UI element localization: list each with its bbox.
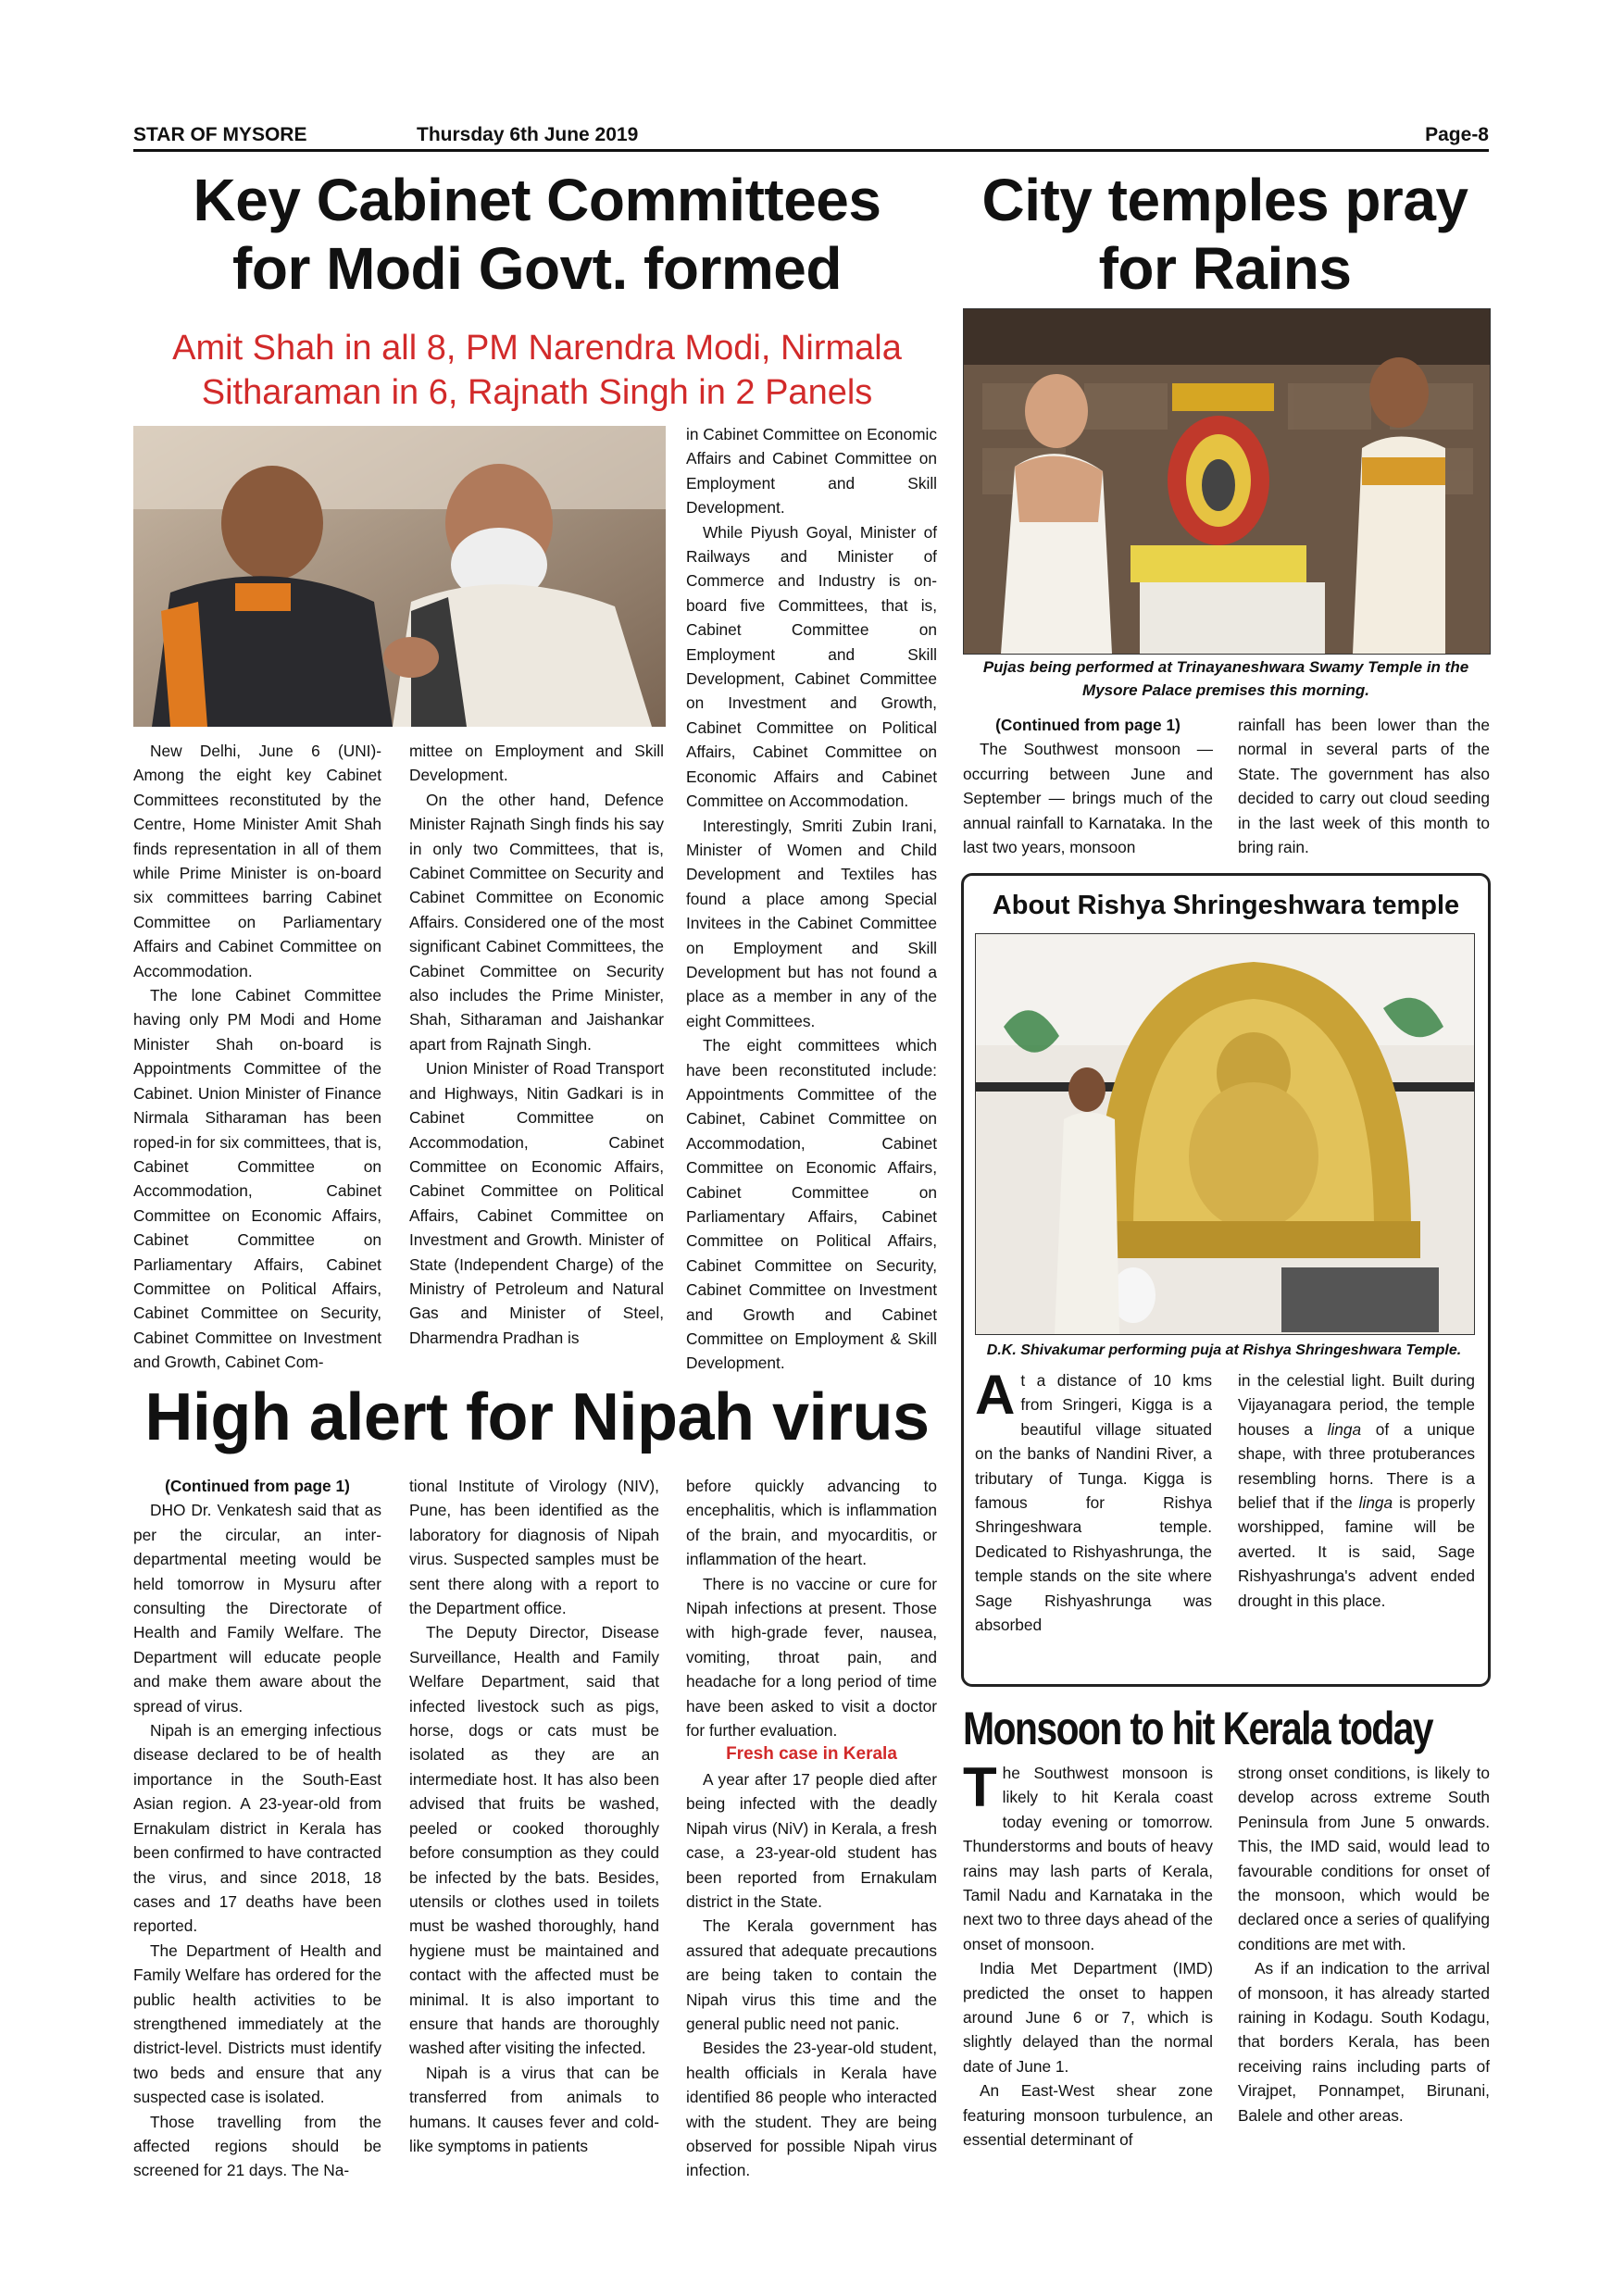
nipah-column-1 — [133, 1474, 381, 2183]
cabinet-headline — [130, 167, 944, 303]
rishya-title: About Rishya Shringeshwara temple — [992, 891, 1460, 920]
nipah-col1-para-1: DHO Dr. Venkatesh said that as per the circular, an inter-departmental meeting would be held tomorrow in Mysuru after consulting the Directorate of Health and Family Welfare. The Department will educate people and make them aware about the spread of virus. — [133, 1501, 381, 1716]
rishya-col1-text: t a distance of 10 kms from Sringeri, Kigga is a beautiful village situated on the banks of Nandini River, a tributary of Tunga. Kigga is famous for Rishya Shringeshwara temple. Dedicated to Rishyashrunga, the temple stands on the site where Sage Rishyashrunga was absorbed — [975, 1371, 1212, 1635]
nipah-subhead: Fresh case in Kerala — [726, 1744, 897, 1765]
cabinet-col3-para-1: in Cabinet Committee on Economic Affairs and Cabinet Committee on Employment and Skill Development. — [686, 425, 937, 518]
monsoon-col1-para-1: he Southwest monsoon is likely to hit Kerala coast today evening or tomorrow. Thunderstorms and bouts of heavy rains may lash parts of Kerala, Tamil Nadu and Karnataka in the next two to three days ahead of the onset of monsoon. — [963, 1764, 1213, 1953]
temples-col2-para-1: rainfall has been lower than the normal in several parts of the State. The government has also decided to carry out cloud seeding in the last week of this month to bring rain. — [1238, 716, 1490, 857]
rishya-col2-text-a: in the celestial light. Built during Vijayanagara period, the temple houses a — [1238, 1371, 1475, 1439]
temples-col1-para-1: The Southwest monsoon — occurring between June and September — brings much of the annual rainfall to Karnataka. In the last two years, monsoon — [963, 740, 1213, 857]
monsoon-headline: Monsoon to hit Kerala today — [963, 1703, 1432, 1754]
nipah-continued: (Continued from page 1) — [165, 1477, 350, 1495]
cabinet-col3-para-2: While Piyush Goyal, Minister of Railways and Minister of Commerce and Industry is on-board five Committees, that is, Cabinet Committee on Employment and Skill Development, Cabinet Committee on Investment and Growth, Cabinet Committee on Political Affairs, Cabinet Committee on Economic Affairs and Cabinet Committee on Accommodation. — [686, 522, 937, 811]
masthead-rule — [133, 149, 1489, 152]
monsoon-col1-para-3: An East-West shear zone featuring monsoon turbulence, an essential determinant of — [963, 2081, 1213, 2150]
cabinet-col3-para-3: Interestingly, Smriti Zubin Irani, Minister of Women and Child Development and Textiles has found a place among Special Invitees in the Cabinet Committee on Employment and Skill Development but has not found a place as a member in any of the eight Committees. — [686, 816, 937, 1030]
rishya-box — [961, 873, 1491, 1687]
cabinet-column-2 — [409, 739, 664, 1350]
temples-photo-caption: Pujas being performed at Trinayaneshwara Swamy Temple in the Mysore Palace premises this morning. — [982, 658, 1469, 699]
temples-headline-line1: City temples pray — [981, 167, 1468, 233]
rishya-photo-caption: D.K. Shivakumar performing puja at Rishya Shringeshwara Temple. — [986, 1342, 1462, 1358]
cabinet-subhead-line2: Sitharaman in 6, Rajnath Singh in 2 Panels — [201, 373, 873, 413]
nipah-col2-para-2: The Deputy Director, Disease Surveillance, Health and Family Welfare Department, said that infected livestock such as pigs, horse, dogs or cats must be isolated as they are an intermediate host. It has also been advised that fruits be washed, peeled or cooked thoroughly before consumption as they could be infected by the bats. Besides, utensils or clothes used in toilets must be washed thoroughly, hand hygiene must be maintained and contact with the affected must be minimal. It is also important to ensure that hands are thoroughly washed after visiting the infected. — [409, 1623, 659, 2058]
rishya-column-1 — [975, 1364, 1212, 1637]
rishya-col2-text-c: is properly worshipped, famine will be averted. It is said, Sage Rishyashrunga's advent ended drought in this place. — [1238, 1493, 1475, 1610]
temples-headline-line2: for Rains — [1098, 234, 1352, 302]
cabinet-headline-line2: for Modi Govt. formed — [232, 234, 842, 302]
monsoon-dropcap: T — [963, 1756, 997, 1818]
monsoon-col2-para-1: strong onset conditions, is likely to develop across extreme South Peninsula from June 5 onwards. This, the IMD said, would lead to favourable conditions for onset of the monsoon, which would be declared once a series of qualifying conditions are met with. — [1238, 1764, 1490, 1953]
nipah-col2-para-1: tional Institute of Virology (NIV), Pune, has been identified as the laboratory for diagnosis of Nipah virus. Suspected samples must be sent there along with a report to the Department office. — [409, 1477, 659, 1618]
cabinet-photo — [133, 426, 666, 727]
rishya-col2-linga-1: linga — [1327, 1419, 1362, 1439]
cabinet-column-3 — [686, 422, 937, 1376]
nipah-headline: High alert for Nipah virus — [144, 1380, 930, 1454]
cabinet-column-1 — [133, 739, 381, 1375]
monsoon-col1-para-2: India Met Department (IMD) predicted the onset to happen around June 6 or 7, which is slightly delayed than the normal date of June 1. — [963, 1959, 1213, 2076]
monsoon-col2-para-2: As if an indication to the arrival of monsoon, it has already started raining in Kodagu. South Kodagu, that borders Kerala, has been receiving rains including parts of Virajpet, Ponnampet, Birunani, Balele and other areas. — [1238, 1959, 1490, 2125]
rishya-column-2 — [1238, 1368, 1475, 1613]
nipah-col3-para-3: A year after 17 people died after being infected with the deadly Nipah virus (NiV) in Kerala, a fresh case, a 23-year-old student has been reported from Ernakulam district in the State. — [686, 1769, 937, 1911]
monsoon-column-1 — [963, 1756, 1213, 2152]
monsoon-column-2 — [1238, 1761, 1490, 2128]
cabinet-col1-para-2: The lone Cabinet Committee having only PM Modi and Home Minister Shah on-board is Appointments Committee of the Cabinet. Union Minister of Finance Nirmala Sitharaman has been roped-in for six committees, that is, Cabinet Committee on Accommodation, Cabinet Committee on Economic Affairs, Cabinet Committee on Parliamentary Affairs, Cabinet Committee on Political Affairs, Cabinet Committee on Security, Cabinet Committee on Investment and Growth, Cabinet Com- — [133, 986, 381, 1372]
cabinet-col2-para-1: mittee on Employment and Skill Development. — [409, 742, 664, 785]
temples-continued: (Continued from page 1) — [995, 716, 1181, 734]
rishya-photo — [975, 933, 1475, 1335]
nipah-col1-para-3: The Department of Health and Family Welfare has ordered for the public health activities to be strengthened immediately at the district-level. Districts must identify two beds and ensure that any suspected case is isolated. — [133, 1940, 381, 2107]
masthead-page: Page-8 — [1425, 124, 1489, 145]
nipah-col3-para-4: The Kerala government has assured that adequate precautions are being taken to contain the Nipah virus this time and the general public need not panic. — [686, 1916, 937, 2033]
cabinet-col3-para-4: The eight committees which have been reconstituted include: Appointments Committee of the Cabinet, Cabinet Committee on Accommodation, Cabinet Committee on Economic Affairs, Cabinet Committee on Parliamentary Affairs, Cabinet Committee on Political Affairs, Cabinet Committee on Security, Cabinet Committee on Investment and Growth and Cabinet Committee on Employment & Skill Development. — [686, 1036, 937, 1373]
cabinet-headline-line1: Key Cabinet Committees — [193, 167, 881, 233]
nipah-col2-para-3: Nipah is a virus that can be transferred from animals to humans. It causes fever and cold-like symptoms in patients — [409, 2063, 659, 2155]
cabinet-subhead — [130, 326, 944, 416]
rishya-dropcap: A — [975, 1364, 1016, 1426]
masthead-paper: STAR OF MYSORE — [133, 124, 307, 145]
nipah-col3-para-2: There is no vaccine or cure for Nipah infections at present. Those with high-grade fever, nausea, vomiting, throat pain, and headache for a long period of time have been asked to visit a doctor for further evaluation. — [686, 1574, 937, 1741]
temples-photo — [963, 308, 1491, 655]
nipah-col1-para-2: Nipah is an emerging infectious disease declared to be of health importance in the South-East Asian region. A 23-year-old from Ernakulam district in Kerala has been confirmed to have contracted the virus, and since 2018, 18 cases and 17 deaths have been reported. — [133, 1721, 381, 1936]
nipah-column-2 — [409, 1474, 659, 2158]
temples-headline — [959, 167, 1491, 303]
rishya-col2-text-b: of a unique shape, with three protuberances resembling horns. There is a belief that if the — [1238, 1419, 1475, 1513]
masthead-date: Thursday 6th June 2019 — [417, 124, 639, 145]
temples-column-2 — [1238, 713, 1490, 859]
nipah-column-3 — [686, 1474, 937, 2183]
temples-column-1 — [963, 713, 1213, 859]
cabinet-col1-para-1: New Delhi, June 6 (UNI)- Among the eight key Cabinet Committees reconstituted by the Centre, Home Minister Amit Shah finds representation in all of them while Prime Minister is on-board six committees barring Cabinet Committee on Parliamentary Affairs and Cabinet Committee on Accommodation. — [133, 742, 381, 980]
cabinet-col2-para-3: Union Minister of Road Transport and Highways, Nitin Gadkari is in Cabinet Committee on Accommodation, Cabinet Committee on Economic Affairs, Cabinet Committee on Political Affairs, Cabinet Committee on Investment and Growth. Minister of State (Independent Charge) of the Ministry of Petroleum and Natural Gas and Minister of Steel, Dharmendra Pradhan is — [409, 1059, 664, 1347]
nipah-col3-para-1: before quickly advancing to encephalitis, which is inflammation of the brain, and myocarditis, or inflammation of the heart. — [686, 1477, 937, 1569]
rishya-col2-linga-2: linga — [1358, 1493, 1393, 1513]
nipah-col1-para-4: Those travelling from the affected regions should be screened for 21 days. The Na- — [133, 2112, 381, 2180]
cabinet-col2-para-2: On the other hand, Defence Minister Rajnath Singh finds his say in only two Committees, that is, Cabinet Committee on Security and Cabinet Committee on Economic Affairs. Considered one of the most significant Cabinet Committees, the Cabinet Committee on Security also includes the Prime Minister, Shah, Sitharaman and Jaishankar apart from Rajnath Singh. — [409, 790, 664, 1054]
nipah-col3-para-5: Besides the 23-year-old student, health officials in Kerala have identified 86 people who interacted with the student. They are being observed for possible Nipah virus infection. — [686, 2039, 937, 2180]
cabinet-subhead-line1: Amit Shah in all 8, PM Narendra Modi, Nirmala — [172, 329, 902, 368]
